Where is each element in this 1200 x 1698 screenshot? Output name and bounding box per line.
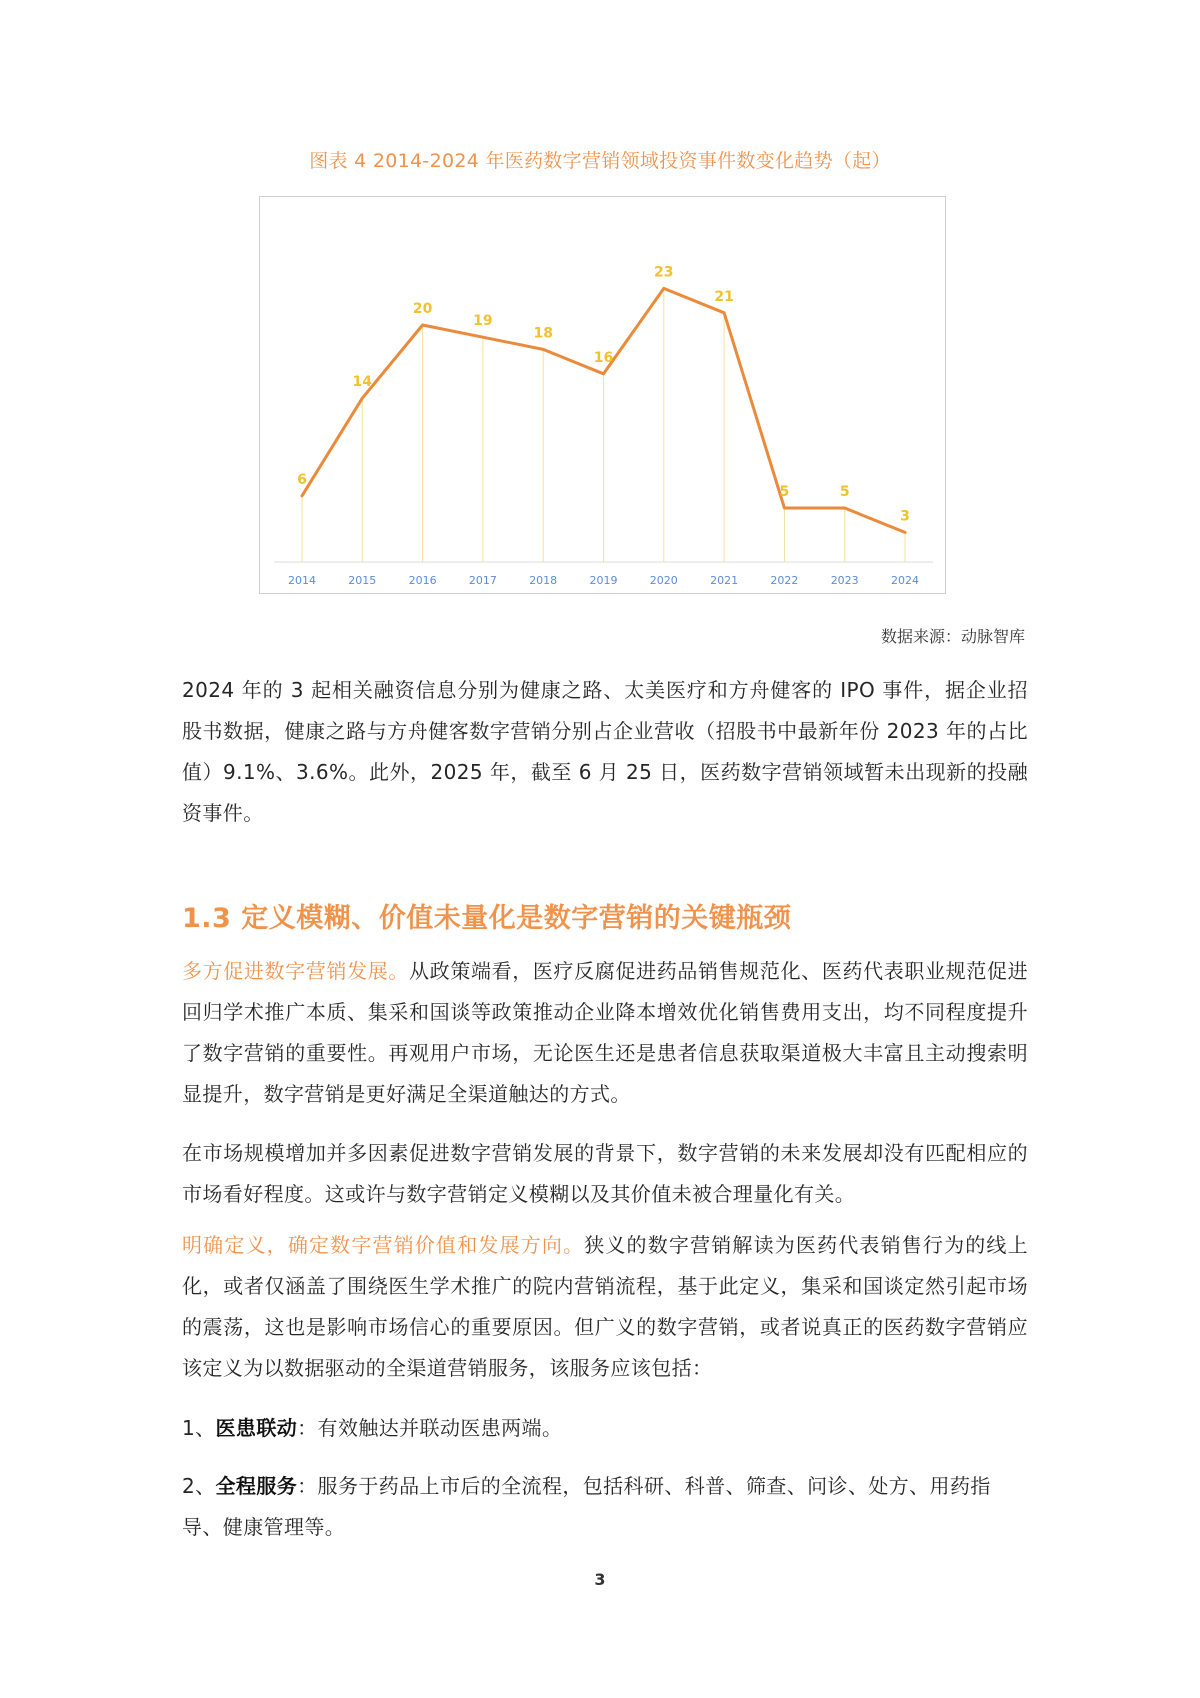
x-tick-label: 2023 (830, 574, 859, 587)
chart-svg (260, 197, 947, 595)
x-tick-label: 2017 (468, 574, 497, 587)
paragraph-3-lead: 明确定义，确定数字营销价值和发展方向。 (182, 1233, 585, 1257)
data-label: 23 (654, 264, 674, 281)
data-label: 20 (412, 301, 433, 317)
paragraph-1-body: 从政策端看，医疗反腐促进药品销售规范化、医药代表职业规范促进回归学术推广本质、集采和国谈等政策推动企业降本增效优化销售费用支出，均不同程度提升了数字营销的重要性。再观用户市场，无论医生还是患者信息获取渠道极大丰富且主动搜索明显提升，数字营销是更好满足全渠道触达的方式。 (182, 959, 1029, 1106)
list-desc: ：服务于药品上市后的全流程，包括科研、科普、筛查、问诊、处方、用药指导、健康管理等。 (182, 1474, 991, 1539)
x-tick-label: 2020 (649, 574, 678, 587)
paragraph-3 (182, 1225, 1028, 1389)
list-term: 全程服务 (215, 1474, 298, 1498)
x-tick-label: 2015 (348, 574, 377, 587)
x-tick-label: 2019 (589, 574, 618, 587)
data-source: 数据来源：动脉智库 (880, 627, 1025, 646)
paragraph-1-lead: 多方促进数字营销发展。 (182, 959, 410, 983)
x-tick-label: 2021 (710, 574, 739, 587)
data-label: 16 (593, 349, 614, 366)
x-tick-label: 2022 (770, 574, 799, 587)
x-tick-label: 2024 (891, 574, 919, 587)
intro-paragraph: 2024 年的 3 起相关融资信息分别为健康之路、太美医疗和方舟健客的 IPO 事件，据企业招股书数据，健康之路与方舟健客数字营销分别占企业营收（招股书中最新年份 2023 年的占比值）9.1%、3.6%。此外，2025 年，截至 6 月 25 日，医药数字营销领域暂未出现新的投融资事件。 (182, 678, 1028, 825)
list-item (182, 1408, 1028, 1449)
line-chart (259, 196, 946, 594)
list-number: 1、 (182, 1416, 216, 1440)
x-tick-label: 2016 (408, 574, 437, 587)
x-tick-label: 2018 (529, 574, 558, 587)
data-label: 19 (473, 313, 493, 330)
data-label: 3 (900, 508, 910, 525)
list-desc: ：有效触达并联动医患两端。 (297, 1416, 563, 1440)
data-label: 5 (839, 484, 850, 500)
paragraph-1 (182, 951, 1028, 1115)
section-heading: 1.3 定义模糊、价值未量化是数字营销的关键瓶颈 (182, 903, 792, 934)
list-item (182, 1466, 1028, 1548)
list-number: 2、 (182, 1474, 216, 1498)
page-number: 3 (594, 1570, 606, 1589)
data-label: 5 (779, 484, 790, 500)
figure-caption: 图表 4 2014-2024 年医药数字营销领域投资事件数变化趋势（起） (309, 150, 891, 172)
paragraph-3-body: 狭义的数字营销解读为医药代表销售行为的线上化，或者仅涵盖了围绕医生学术推广的院内营销流程，基于此定义，集采和国谈定然引起市场的震荡，这也是影响市场信心的重要原因。但广义的数字营销，或者说真正的医药数字营销应该定义为以数据驱动的全渠道营销服务，该服务应该包括： (182, 1233, 1028, 1380)
list-term: 医患联动 (215, 1416, 298, 1440)
data-label: 6 (297, 471, 307, 488)
paragraph-2: 在市场规模增加并多因素促进数字营销发展的背景下，数字营销的未来发展却没有匹配相应的市场看好程度。这或许与数字营销定义模糊以及其价值未被合理量化有关。 (182, 1141, 1028, 1206)
data-label: 21 (714, 288, 734, 305)
data-label: 18 (533, 325, 553, 342)
x-tick-label: 2014 (288, 574, 316, 587)
data-label: 14 (352, 374, 373, 391)
